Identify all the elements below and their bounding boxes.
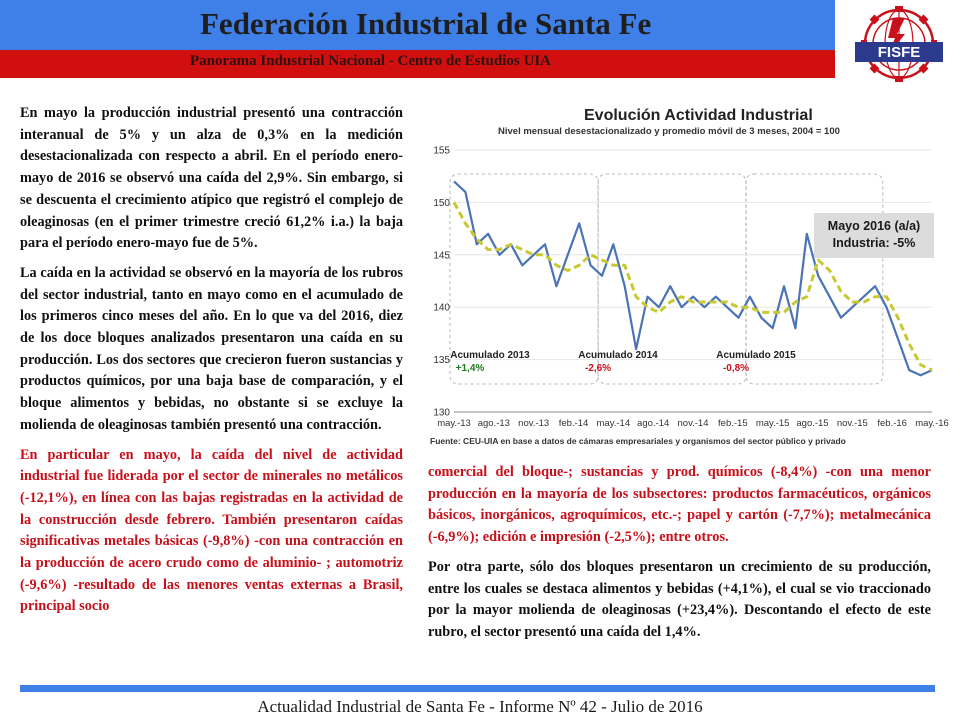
callout-line2: Industria: -5% (832, 236, 916, 250)
y-tick-label: 150 (433, 197, 450, 209)
monthly-level-line (454, 181, 932, 375)
y-tick-label: 130 (433, 407, 450, 419)
paragraph-highlight: comercial del bloque-; sustancias y prod. químicos (-8,4%) -con una menor producción en la mayoría de los subsectores: productos farmacéuticos, orgánicos básicos, inorgánicos, agroquímicos, etc.-; papel y cartón (-7,7%); metalmecánica (-6,9%); edición e impresión (-2,5%); entre otros. (428, 464, 931, 546)
logo-text: FISFE (877, 44, 921, 61)
x-tick-label: nov.-14 (677, 418, 709, 429)
x-tick-label: feb.-15 (718, 418, 748, 429)
x-tick-label: may.-16 (915, 418, 949, 429)
chart-title: Evolución Actividad Industrial (584, 107, 813, 124)
x-tick-label: ago.-14 (637, 418, 670, 429)
annotation-label: Acumulado 2014 (578, 350, 658, 361)
annotation-value: +1,4% (455, 363, 485, 374)
fisfe-logo (843, 4, 955, 88)
paragraph: La caída en la actividad se observó en la mayoría de los rubros del sector industrial, tanto en mayo como en el acumulado de los primeros cinco meses del año. En lo que va del 2016, diez de los doce bloques analizados presentaron una caída en su producción. Los dos sectores que crecieron fueron sustancias y productos químicos, por una baja base de comparación, y el bloque alimentos y bebidas, no obstante si se excluye la molienda de oleaginosas también presentó una contracción. (20, 264, 403, 433)
chart-subtitle: Nivel mensual desestacionalizado y promedio móvil de 3 meses, 2004 = 100 (498, 126, 840, 137)
left-column (20, 103, 403, 626)
y-tick-label: 140 (433, 302, 450, 314)
annotation-label: Acumulado 2013 (450, 350, 530, 361)
callout-line1: Mayo 2016 (a/a) (827, 219, 921, 233)
x-tick-label: nov.-15 (836, 418, 868, 429)
activity-line-chart (418, 100, 949, 452)
paragraph: Por otra parte, sólo dos bloques presentaron un crecimiento de su producción, entre los cuales se destaca alimentos y bebidas (+4,1%), el cual se vio traccionado por la mayor molienda de oleaginosas (+23,4%). Descontando el efecto de este rubro, el sector presentó una caída del 1,4%. (428, 558, 931, 640)
x-tick-label: ago.-15 (796, 418, 829, 429)
y-tick-label: 145 (433, 250, 450, 262)
footer-text: Actualidad Industrial de Santa Fe - Informe Nº 42 - Julio de 2016 (257, 697, 703, 716)
right-column (428, 462, 931, 652)
y-tick-label: 135 (433, 355, 450, 367)
annotation-label: Acumulado 2015 (716, 350, 796, 361)
x-tick-label: nov.-13 (518, 418, 550, 429)
chart-panel (418, 100, 949, 452)
annotation-value: -2,6% (584, 363, 612, 374)
paragraph: En mayo la producción industrial presentó una contracción interanual de 5% y un alza de 0,3% en la medición desestacionalizada con respecto a abril. En el período enero-mayo de 2016 se observó una caída del 2,9%. Sin embargo, si se descuenta el crecimiento atípico que registró el complejo de oleaginosas (en el primer trimestre creció 61,2% i.a.) la baja para el período enero-mayo fue de 5%. (20, 105, 403, 252)
chart-source: Fuente: CEU-UIA en base a datos de cámaras empresariales y organismos del sector público y privado (430, 436, 846, 446)
page-title: Federación Industrial de Santa Fe (200, 6, 652, 41)
x-tick-label: may.-13 (437, 418, 471, 429)
footer-bar (20, 685, 935, 692)
x-tick-label: ago.-13 (477, 418, 510, 429)
x-tick-label: may.-15 (755, 418, 790, 429)
x-tick-label: feb.-16 (877, 418, 907, 429)
y-tick-label: 155 (433, 145, 450, 157)
callout-box (814, 213, 934, 258)
page-subtitle: Panorama Industrial Nacional - Centro de Estudios UIA (190, 53, 552, 69)
x-tick-label: feb.-14 (558, 418, 589, 429)
paragraph-highlight: En particular en mayo, la caída del nivel de actividad industrial fue liderada por el sector de minerales no metálicos (-12,1%), en línea con las bajas registradas en la actividad de la construcción desde febrero. También presentaron caídas significativas metales básicas (-9,8%) -con una contracción en la producción de acero crudo como de aluminio- ; automotriz (-9,6%) -resultado de las menores ventas externas a Brasil, principal socio (20, 446, 403, 615)
x-tick-label: may.-14 (596, 418, 631, 429)
annotation-value: -0,8% (722, 363, 750, 374)
